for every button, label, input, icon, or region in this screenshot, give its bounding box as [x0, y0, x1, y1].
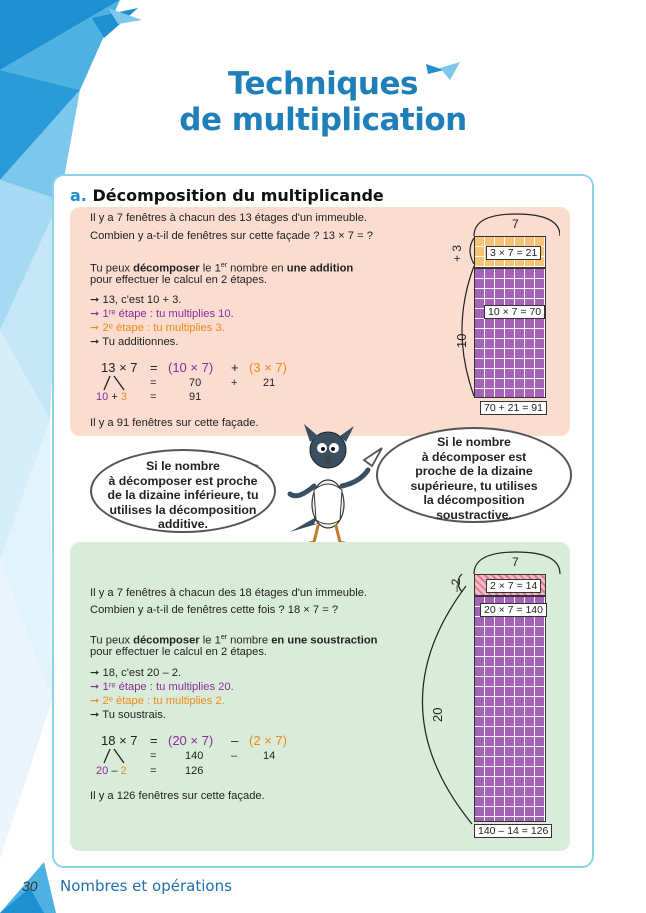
p2-intro-e: en une soustraction [271, 634, 378, 647]
p1-step1: ➞ 1ʳᵉ étape : tu multiplies 10. [90, 308, 234, 320]
p1-purple-label: 10 × 7 = 70 [484, 305, 545, 319]
p1-line1: Il y a 7 fenêtres à chacun des 13 étages d'un immeuble. [90, 212, 368, 224]
p1-eq2-plus: + [231, 377, 238, 389]
p1-step2: ➞ 2ᵉ étape : tu multiplies 3. [90, 322, 225, 334]
p1-intro-e: une addition [286, 262, 354, 275]
p1-intro-c: le 1 [199, 262, 221, 275]
speech-bubble-right [376, 427, 572, 523]
p1-eq3: 91 [189, 391, 202, 403]
bubble-right-l2: à décomposer est [421, 449, 527, 464]
page-title-line2: de multiplication [179, 102, 467, 138]
p2-eq2-sign: = [150, 750, 157, 762]
p1-conclusion: Il y a 91 fenêtres sur cette façade. [90, 417, 259, 429]
bubble-left-l5 [92, 517, 274, 532]
p1-intro-sup: er [220, 262, 228, 269]
bubble-right-l4a: supérieure [410, 478, 474, 493]
p2-eq-minus: – [231, 733, 239, 748]
bubble-right-l6b: . [508, 507, 512, 522]
p2-eq3: 126 [185, 765, 204, 777]
p2-eq-a: (20 × 7) [168, 733, 214, 748]
p1-decomp-a: 10 [96, 391, 109, 403]
p2-fig-top: 7 [512, 555, 519, 569]
bubble-left-l3a: de la dizaine [107, 488, 185, 502]
p2-intro-line2: pour effectuer le calcul en 2 étapes. [90, 646, 268, 658]
bubble-left-l1: Si le nombre [146, 459, 220, 473]
p1-decomp-op: + [111, 391, 118, 403]
p1-intro-d: nombre en [227, 262, 287, 275]
p1-eq-plus: + [231, 360, 239, 375]
p1-fig-big: 10 [454, 333, 469, 348]
bubble-right-l3: proche de la dizaine [415, 464, 533, 478]
p2-eq-left: 18 × 7 [101, 733, 138, 748]
bubble-left-l4: utilises la décomposition [109, 502, 257, 517]
p1-eq2-b: 21 [263, 377, 276, 389]
section-letter: a. [70, 186, 87, 205]
p2-step2: ➞ 2ᵉ étape : tu multiplies 2. [90, 695, 225, 707]
p1-eq-b: (3 × 7) [249, 360, 287, 375]
bubble-right-l6a: soustractive [436, 507, 509, 522]
p1-eq3-sign: = [150, 391, 157, 403]
p2-intro-a: Tu peux [90, 634, 134, 647]
chapter-title: Nombres et opérations [60, 877, 232, 895]
section-heading: Décomposition du multiplicande [92, 186, 384, 205]
bubble-left-l3c: , tu [240, 488, 259, 502]
magpie-mascot-icon [270, 420, 380, 550]
page-number: 30 [22, 878, 38, 894]
p2-step0: ➞ 18, c'est 20 – 2. [90, 667, 182, 679]
p1-line2: Combien y a-t-il de fenêtres sur cette façade ? 13 × 7 = ? [90, 230, 373, 242]
bubble-right-l6 [378, 508, 570, 523]
p2-step3: ➞ Tu soustrais. [90, 709, 166, 721]
p2-fig-small: –2 [449, 578, 463, 592]
bubble-right-l1: Si le nombre [437, 435, 511, 449]
speech-bubble-left [90, 449, 276, 533]
bubble-left-l3b: inférieure [184, 488, 241, 502]
p2-step1: ➞ 1ʳᵉ étape : tu multiplies 20. [90, 681, 234, 693]
p2-intro-b: décomposer [133, 634, 200, 647]
p2-hatch-label: 2 × 7 = 14 [486, 579, 541, 593]
bubble-left-l3 [92, 488, 274, 503]
p1-eq2-a: 70 [189, 377, 202, 389]
p1-decomp-branches [98, 374, 138, 392]
p2-eq2-minus: – [231, 750, 238, 762]
bubble-right-l4 [378, 479, 570, 494]
p2-eq-sign: = [150, 733, 158, 748]
p2-eq-b: (2 × 7) [249, 733, 287, 748]
p1-eq-sign: = [150, 360, 158, 375]
p2-eq2-b: 14 [263, 750, 276, 762]
p2-line2: Combien y a-t-il de fenêtres cette fois ? 18 × 7 = ? [90, 604, 339, 616]
p1-orange-label: 3 × 7 = 21 [486, 246, 541, 260]
p2-purple-label: 20 × 7 = 140 [480, 603, 547, 617]
p2-eq2-a: 140 [185, 750, 204, 762]
section-title [70, 186, 384, 205]
p2-purple-grid [474, 596, 546, 822]
p1-fig-small: + 3 [450, 244, 464, 262]
bubble-left-l2: à décomposer est proche [108, 473, 258, 488]
bubble-right-l5: la décomposition [423, 493, 525, 507]
p2-decomp-branches [98, 747, 138, 765]
p1-decomp-b: 3 [120, 391, 127, 403]
p2-conclusion: Il y a 126 fenêtres sur cette façade. [90, 790, 265, 802]
p1-eq-left: 13 × 7 [101, 360, 138, 375]
p1-step0: ➞ 13, c'est 10 + 3. [90, 294, 182, 306]
p2-intro-c: le 1 [199, 634, 221, 647]
p2-decomp-a: 20 [96, 765, 109, 777]
p2-line1: Il y a 7 fenêtres à chacun des 18 étages d'un immeuble. [90, 587, 368, 599]
bubble-left-l5b: . [204, 517, 208, 531]
p2-eq3-sign: = [150, 765, 157, 777]
p1-eq-a: (10 × 7) [168, 360, 214, 375]
p2-fig-result: 140 – 14 = 126 [474, 824, 552, 838]
p2-fig-big: 20 [430, 707, 445, 722]
page-title-line1: Techniques [228, 66, 418, 102]
p2-intro-d: nombre [227, 634, 272, 647]
p1-purple-grid [474, 268, 546, 398]
p1-step3: ➞ Tu additionnes. [90, 336, 179, 348]
p1-intro-line2: pour effectuer le calcul en 2 étapes. [90, 274, 268, 286]
p1-decomp [96, 391, 127, 403]
p2-decomp-b: 2 [120, 765, 127, 777]
bubble-right-l4b: , tu utilises [473, 478, 538, 493]
p1-fig-result: 70 + 21 = 91 [480, 401, 547, 415]
p2-decomp-op: – [111, 765, 118, 777]
p2-intro-sup: er [220, 634, 228, 641]
p1-intro-b: décomposer [133, 262, 200, 275]
p1-fig-top: 7 [512, 217, 519, 231]
p1-intro-a: Tu peux [90, 262, 134, 275]
bubble-left-l5a: additive [158, 517, 205, 531]
p1-eq2-sign: = [150, 377, 157, 389]
p2-decomp [96, 765, 127, 777]
